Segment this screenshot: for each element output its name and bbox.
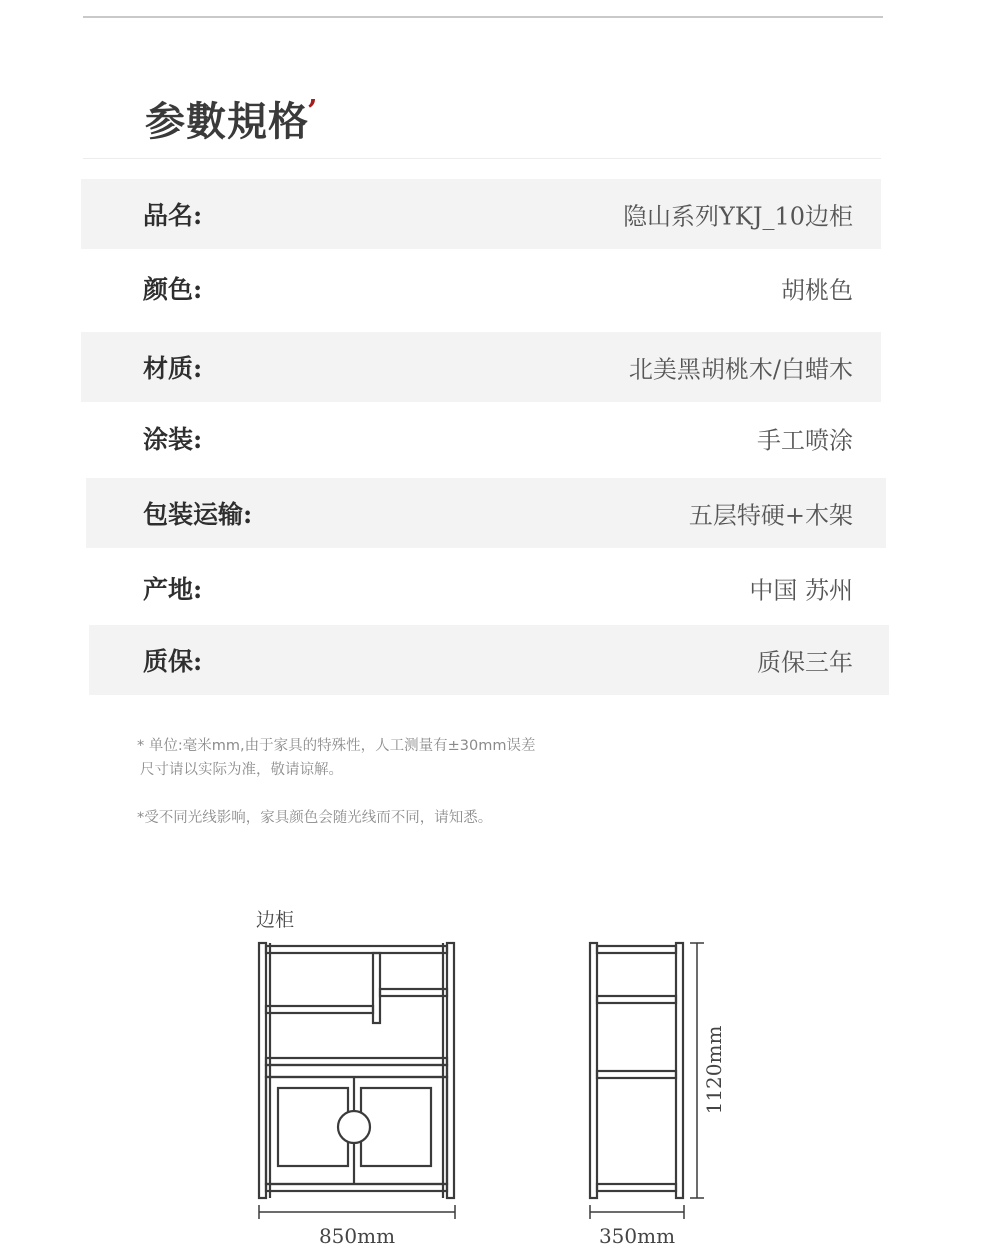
spec-value: 中国 苏州 (749, 576, 853, 605)
spec-row-material (81, 332, 881, 402)
spec-value: 北美黑胡桃木/白蜡木 (628, 355, 853, 384)
spec-label: 品名: (143, 201, 203, 230)
depth-label: 350mm (598, 1224, 676, 1248)
side-view (590, 943, 683, 1198)
diagram-label: 边柜 (256, 909, 295, 931)
spec-label: 质保: (143, 647, 203, 676)
side-shelf-lower (597, 1071, 676, 1078)
spec-row-warranty (89, 625, 889, 695)
title-divider (83, 158, 881, 159)
top-divider (83, 16, 883, 18)
spec-row-packaging (86, 478, 886, 548)
note-color: *受不同光线影响，家具颜色会随光线而不同，请知悉。 (137, 810, 493, 826)
spec-label: 颜色: (143, 275, 203, 304)
spec-row-finish (81, 403, 881, 473)
front-view (259, 943, 454, 1198)
note-unit: * 单位:毫米mm,由于家具的特殊性，人工测量有±30mm误差 (137, 738, 536, 754)
page-title (145, 96, 318, 152)
side-shelf-upper (597, 996, 676, 1003)
title-accent-mark: ’ (307, 94, 319, 129)
width-label: 850mm (318, 1224, 396, 1248)
height-label: 1120mm (702, 1025, 726, 1115)
spec-label: 产地: (143, 575, 203, 604)
spec-label: 包装运输: (143, 500, 253, 529)
spec-value: 五层特硬+木架 (688, 501, 853, 530)
front-shelf-right (380, 989, 447, 996)
front-top-rail (266, 946, 447, 953)
page-title-text: 参數規格 (145, 98, 309, 145)
note-unit-continued: 尺寸请以实际为准，敬请谅解。 (140, 762, 343, 778)
spec-value: 手工喷涂 (757, 426, 853, 455)
dimension-drawing (0, 880, 990, 1250)
front-shelf-left (266, 1006, 373, 1013)
spec-value: 隐山系列YKJ_10边柜 (623, 202, 853, 231)
front-drawer-rail (266, 1065, 447, 1077)
front-door-handle (338, 1111, 370, 1143)
spec-row-origin (81, 553, 881, 623)
depth-dimension (590, 1205, 684, 1219)
front-door-right-panel (361, 1088, 431, 1166)
spec-label: 涂装: (143, 425, 203, 454)
spec-value: 质保三年 (757, 648, 853, 677)
spec-row-name (81, 179, 881, 249)
spec-value: 胡桃色 (781, 276, 853, 305)
spec-row-color (81, 253, 881, 323)
spec-label: 材质: (143, 354, 203, 383)
side-top-rail (597, 946, 676, 953)
side-bottom-rail (597, 1184, 676, 1191)
width-dimension (259, 1205, 455, 1219)
front-bottom-rail (266, 1184, 447, 1191)
